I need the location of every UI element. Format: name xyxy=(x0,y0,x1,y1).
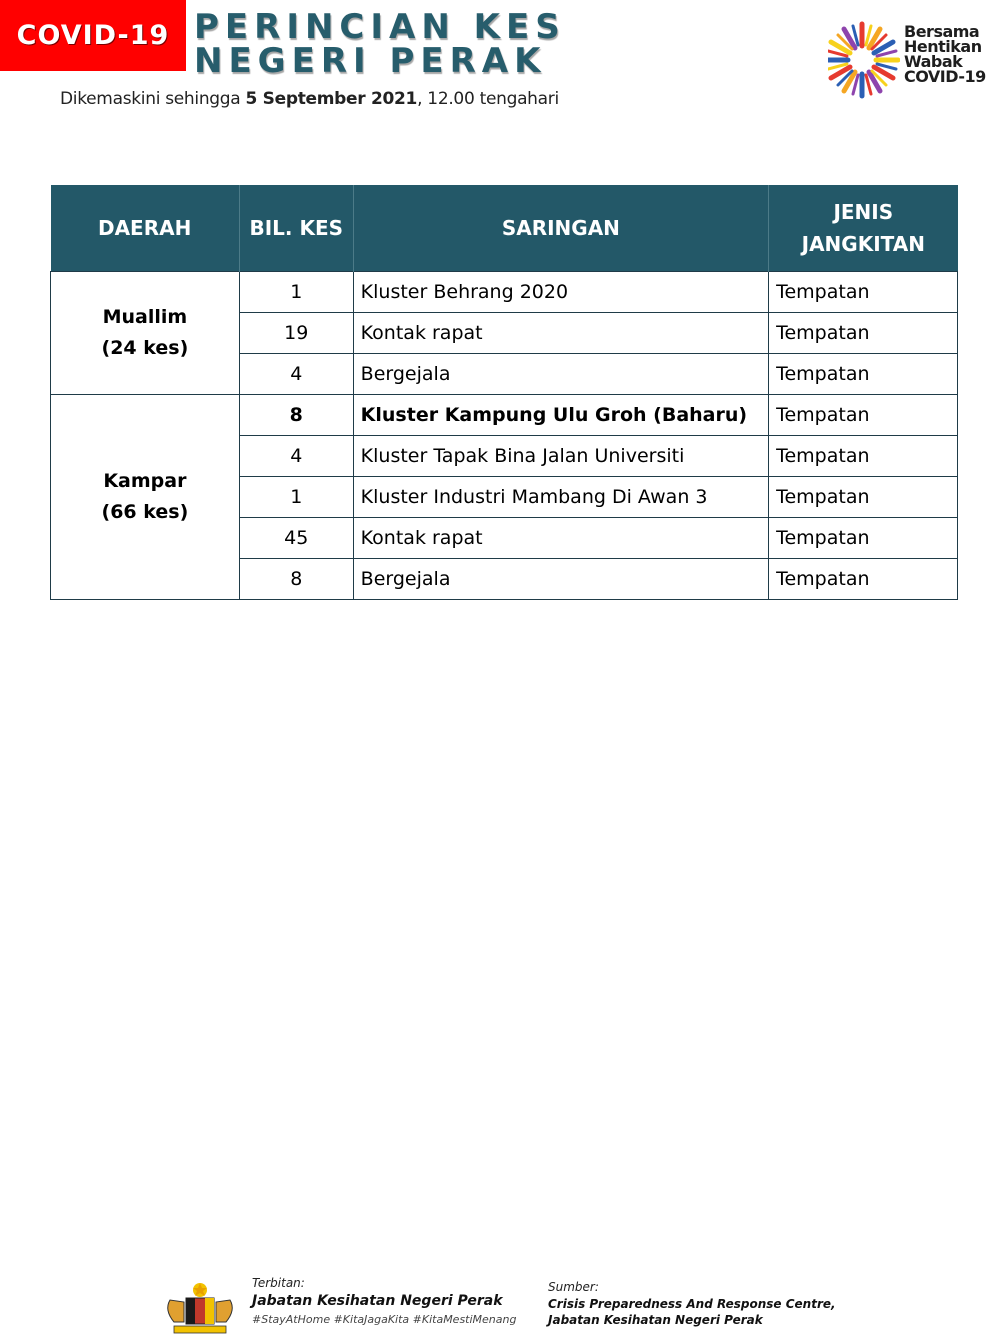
table-row xyxy=(51,395,958,436)
screening-type: Kontak rapat xyxy=(353,518,768,559)
district-cell-muallim xyxy=(51,272,240,395)
screening-type: Kluster Behrang 2020 xyxy=(353,272,768,313)
update-timestamp xyxy=(60,89,559,109)
logo-line-2: Hentikan xyxy=(904,37,982,56)
publisher-block xyxy=(252,1276,516,1326)
updated-prefix: Dikemaskini sehingga xyxy=(60,89,246,109)
header-jenis-line-1: JENIS xyxy=(833,200,894,224)
district-name: Kampar xyxy=(103,470,187,492)
case-count: 4 xyxy=(239,354,353,395)
case-count: 1 xyxy=(239,272,353,313)
updated-date: 5 September 2021 xyxy=(245,89,418,109)
updated-time: , 12.00 tengahari xyxy=(417,89,559,109)
source-block xyxy=(548,1280,836,1328)
logo-line-4: COVID-19 xyxy=(904,67,986,86)
sunburst-logo-icon xyxy=(828,18,900,100)
table-header-row xyxy=(51,185,958,272)
logo-line-1: Bersama xyxy=(904,22,980,41)
district-total: (24 kes) xyxy=(101,337,189,359)
title-line-1: PERINCIAN KES xyxy=(194,7,566,47)
case-table xyxy=(50,185,958,600)
infection-type: Tempatan xyxy=(769,518,958,559)
district-cell-kampar xyxy=(51,395,240,600)
screening-type: Kontak rapat xyxy=(353,313,768,354)
case-count: 4 xyxy=(239,436,353,477)
logo-text xyxy=(904,24,986,84)
infection-type: Tempatan xyxy=(769,272,958,313)
district-name: Muallim xyxy=(102,306,188,328)
case-count: 1 xyxy=(239,477,353,518)
infection-type: Tempatan xyxy=(769,477,958,518)
screening-type: Kluster Tapak Bina Jalan Universiti xyxy=(353,436,768,477)
screening-type: Kluster Industri Mambang Di Awan 3 xyxy=(353,477,768,518)
infection-type: Tempatan xyxy=(769,313,958,354)
header-jenis-jangkitan xyxy=(769,185,958,272)
title-line-2: NEGERI PERAK xyxy=(194,41,547,81)
screening-type: Bergejala xyxy=(353,354,768,395)
table-row xyxy=(51,272,958,313)
source-line-2: Jabatan Kesihatan Negeri Perak xyxy=(548,1313,763,1327)
campaign-logo xyxy=(828,18,998,100)
case-count: 45 xyxy=(239,518,353,559)
logo-line-3: Wabak xyxy=(904,52,963,71)
header-daerah: DAERAH xyxy=(51,185,240,272)
infection-type: Tempatan xyxy=(769,559,958,600)
source-label: Sumber: xyxy=(548,1280,599,1294)
publisher-label: Terbitan: xyxy=(252,1276,305,1290)
infection-type: Tempatan xyxy=(769,436,958,477)
header-saringan: SARINGAN xyxy=(353,185,768,272)
source-line-1: Crisis Preparedness And Response Centre, xyxy=(548,1297,836,1311)
district-total: (66 kes) xyxy=(101,501,189,523)
screening-type: Bergejala xyxy=(353,559,768,600)
header-jenis-line-2: JANGKITAN xyxy=(801,232,925,256)
case-count: 19 xyxy=(239,313,353,354)
header-bil-kes: BIL. KES xyxy=(239,185,353,272)
screening-type: Kluster Kampung Ulu Groh (Baharu) xyxy=(353,395,768,436)
publisher-name: Jabatan Kesihatan Negeri Perak xyxy=(252,1293,503,1309)
infection-type: Tempatan xyxy=(769,354,958,395)
case-count: 8 xyxy=(239,395,353,436)
case-count: 8 xyxy=(239,559,353,600)
covid-badge: COVID-19 xyxy=(0,0,186,71)
page-title xyxy=(194,7,566,81)
hashtags: #StayAtHome #KitaJagaKita #KitaMestiMenang xyxy=(252,1313,517,1326)
infection-type: Tempatan xyxy=(769,395,958,436)
state-crest-icon xyxy=(160,1280,240,1338)
